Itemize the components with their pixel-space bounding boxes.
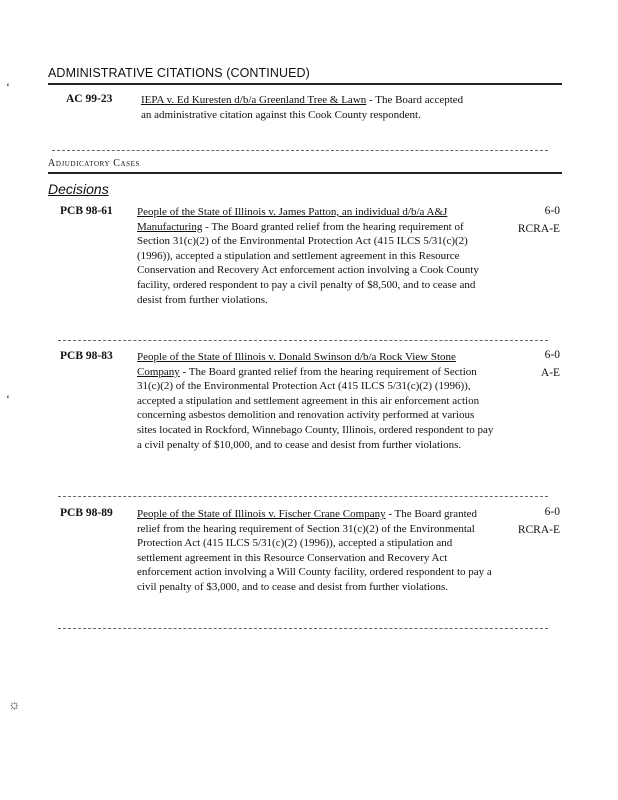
- case-entry: [137, 507, 495, 595]
- case-vote-block: [480, 346, 560, 382]
- admin-citation-entry: [141, 93, 471, 122]
- adjudicatory-cases-heading: Adjudicatory Cases: [48, 158, 141, 169]
- case-vote: 6-0: [544, 205, 560, 217]
- case-parties: People of the State of Illinois v. Fischer Crane Company: [137, 508, 386, 520]
- divider: [52, 150, 548, 151]
- case-category: A-E: [540, 367, 560, 379]
- divider: [58, 340, 548, 341]
- adjudicatory-rule: [48, 172, 562, 174]
- case-vote: 6-0: [544, 349, 560, 361]
- admin-citation-parties: IEPA v. Ed Kuresten d/b/a Greenland Tree & Lawn: [141, 94, 367, 106]
- admin-citation-case-number: AC 99-23: [66, 93, 113, 105]
- case-category: RCRA-E: [517, 524, 560, 536]
- case-description: - The Board granted relief from the hearing requirement of Section 31(c)(2) of the Environmental Protection Act (415 ILCS 5/31(c)(2) (1996)), accepted a stipulation and settlement agreement in this air enforcement action concerning asbestos demolition and renovation activity performed at various sites located in Rockford, Winnebago County, Illinois, ordered respondent to pay a civil penalty of $10,000, and to cease and desist from further violations.: [137, 365, 494, 451]
- case-number: PCB 98-61: [60, 205, 113, 217]
- divider: [58, 496, 548, 497]
- scan-speck-icon: ☼: [8, 698, 21, 713]
- decisions-heading: Decisions: [48, 181, 109, 197]
- case-entry: [137, 205, 495, 307]
- case-vote: 6-0: [544, 506, 560, 518]
- case-vote-block: [480, 503, 560, 539]
- case-description: - The Board granted relief from the hearing requirement of Section 31(c)(2) of the Environmental Protection Act (415 ILCS 5/31(c)(2) (1996)), accepted a stipulation and settlement agreement in this Resource Conservation and Recovery Act enforcement action involving a Cook County facility, ordered respondent to pay a civil penalty of $8,500, and to cease and desist from further violations.: [137, 220, 479, 306]
- scan-speck-icon: ʻ: [6, 80, 10, 94]
- case-parties: People of the State of Illinois v. James Patton, an individual d/b/a A&J Manufacturing: [137, 206, 448, 233]
- section-title-rule: [48, 83, 562, 85]
- admin-citation-description: - The Board accepted an administrative citation against this Cook County respondent.: [141, 94, 464, 121]
- case-description: - The Board granted relief from the hearing requirement of Section 31(c)(2) of the Environmental Protection Act (415 ILCS 5/31(c)(2) (1996)), accepted a stipulation and settlement agreement in this Resource Conservation and Recovery Act enforcement action involving a Will County facility, ordered respondent to pay a civil penalty of $3,000, and to cease and desist from further violations.: [137, 508, 492, 593]
- case-number: PCB 98-83: [60, 350, 113, 362]
- section-title: ADMINISTRATIVE CITATIONS (CONTINUED): [48, 66, 310, 80]
- case-parties: People of the State of Illinois v. Donald Swinson d/b/a Rock View Stone Company: [137, 351, 456, 378]
- scan-speck-icon: ʻ: [6, 392, 10, 406]
- case-entry: [137, 350, 495, 452]
- divider: [58, 628, 548, 629]
- case-vote-block: [480, 202, 560, 238]
- case-category: RCRA-E: [517, 223, 560, 235]
- case-number: PCB 98-89: [60, 507, 113, 519]
